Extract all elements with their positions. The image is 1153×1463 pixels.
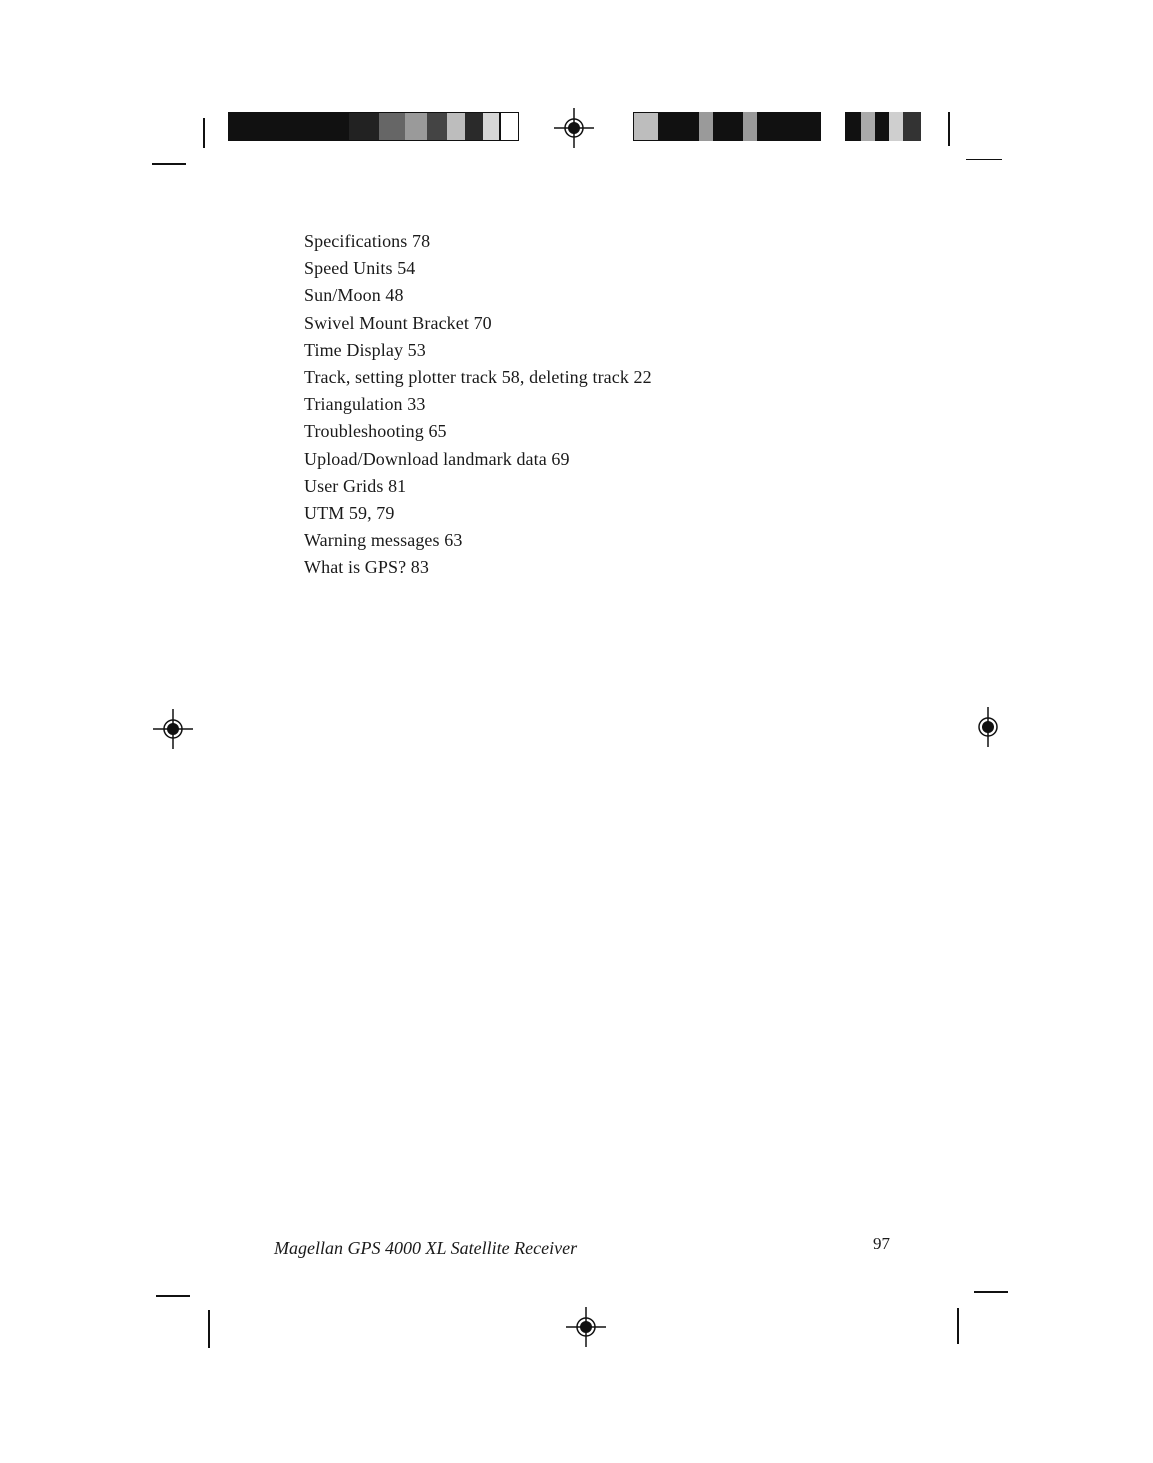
crosshair-registration-icon-top bbox=[552, 106, 596, 150]
index-entry: Specifications 78 bbox=[304, 231, 431, 251]
index-entry: Time Display 53 bbox=[304, 339, 426, 360]
crosshair-registration-icon-left bbox=[151, 707, 195, 751]
index-entry: Troubleshooting 65 bbox=[304, 421, 447, 442]
index-entry: Track, setting plotter track 58, deleting track 22 bbox=[304, 366, 652, 387]
crop-mark-bottom-left-vertical bbox=[208, 1310, 210, 1348]
page-number: 97 bbox=[873, 1234, 890, 1253]
crop-mark-top-left-vertical bbox=[203, 118, 205, 148]
index-entry: Sun/Moon 48 bbox=[304, 285, 404, 306]
crosshair-registration-icon-right bbox=[966, 705, 1010, 749]
press-color-bar-right bbox=[633, 112, 921, 141]
index-entry: User Grids 81 bbox=[304, 475, 407, 496]
index-entry: Swivel Mount Bracket 70 bbox=[304, 312, 492, 333]
crop-mark-top-left-horizontal bbox=[152, 163, 186, 165]
index-entry: Warning messages 63 bbox=[304, 530, 463, 551]
index-entry: UTM 59, 79 bbox=[304, 502, 395, 523]
footer-title: Magellan GPS 4000 XL Satellite Receiver bbox=[274, 1238, 578, 1258]
index-entry: Upload/Download landmark data 69 bbox=[304, 448, 570, 469]
crop-mark-bottom-right-vertical bbox=[957, 1308, 959, 1344]
crop-mark-top-right-vertical bbox=[948, 112, 950, 146]
crosshair-registration-icon-bottom bbox=[564, 1305, 608, 1349]
index-entry: Speed Units 54 bbox=[304, 258, 416, 279]
crop-mark-bottom-left-horizontal bbox=[156, 1295, 190, 1297]
index-entry: What is GPS? 83 bbox=[304, 557, 429, 578]
index-entry: Triangulation 33 bbox=[304, 394, 426, 415]
index-list bbox=[304, 228, 652, 581]
press-color-bar-left bbox=[228, 112, 519, 141]
crop-mark-top-right-horizontal bbox=[966, 159, 1002, 160]
crop-mark-bottom-right-horizontal bbox=[974, 1291, 1008, 1293]
